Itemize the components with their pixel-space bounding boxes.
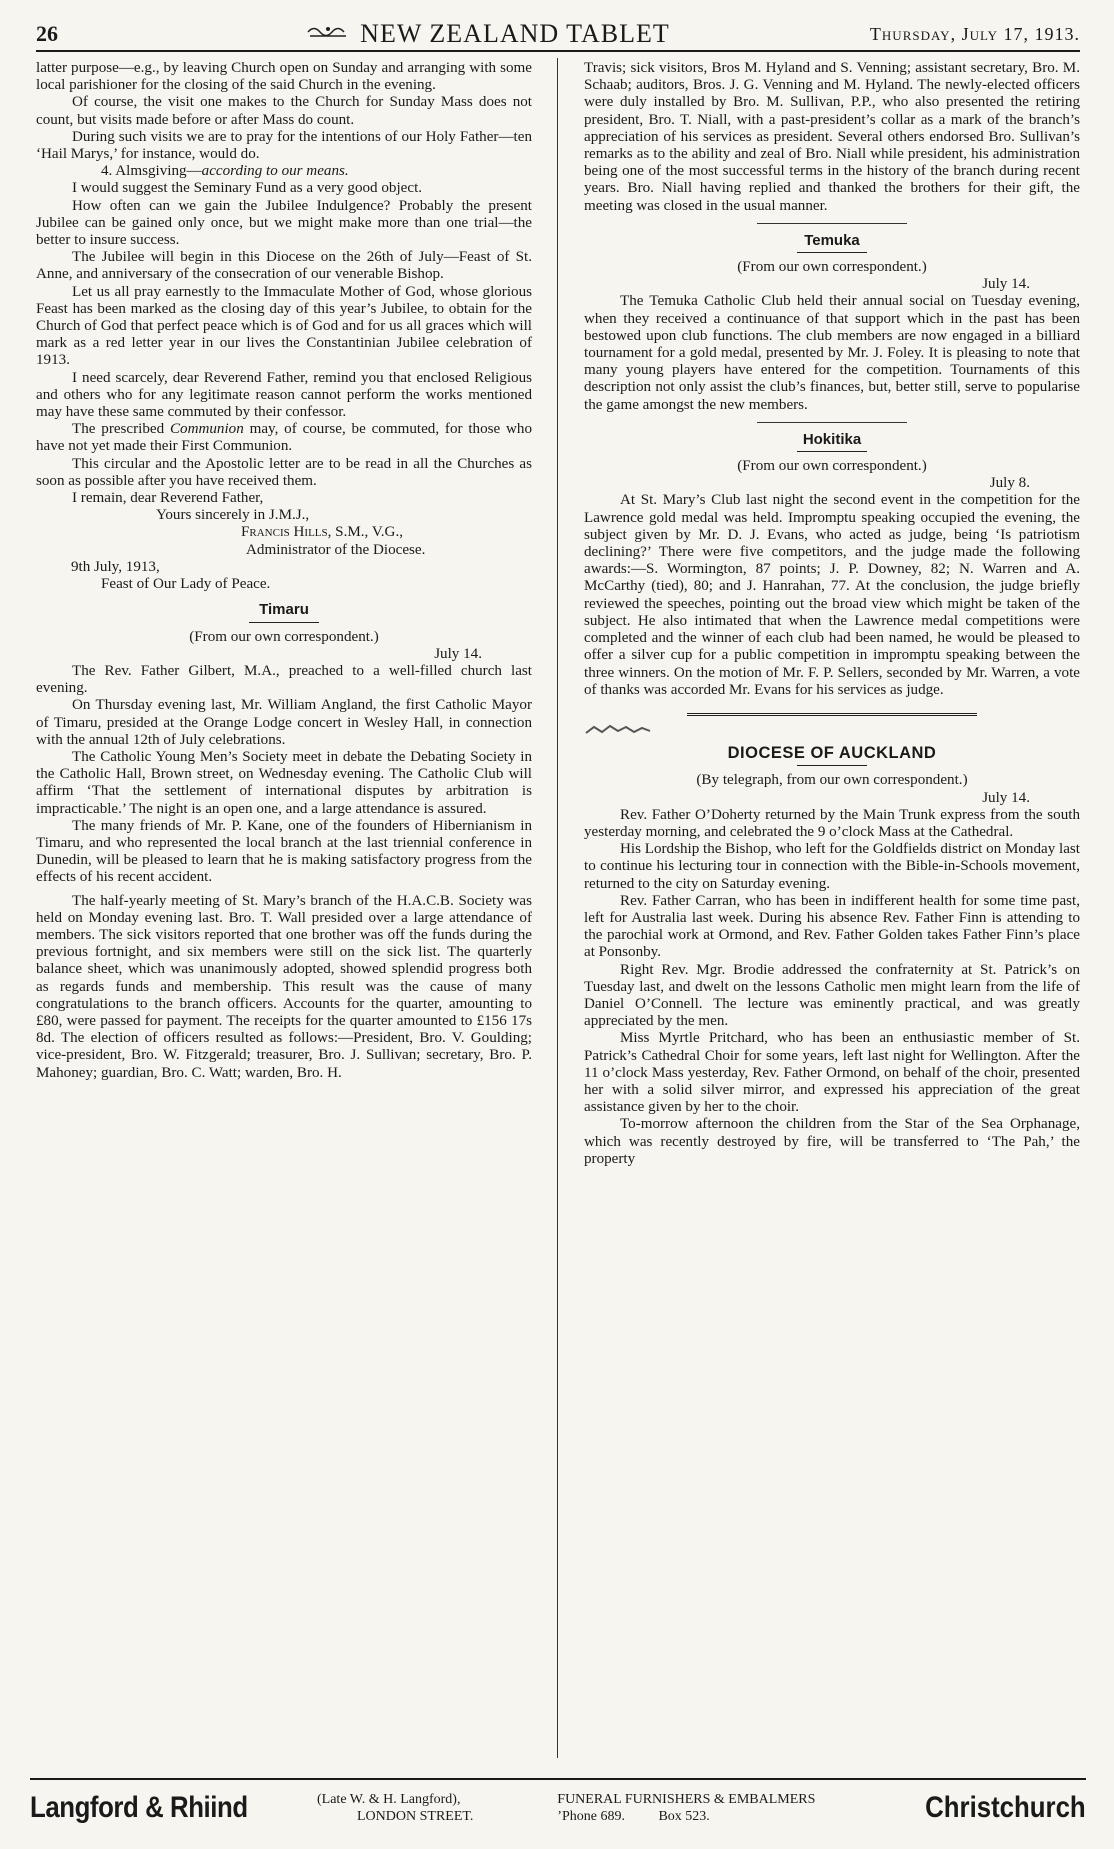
signature: Francis Hills, S.M., V.G., [241,524,403,541]
signatory-title: Administrator of the Diocese. [246,541,426,558]
correspondent-line: (From our own correspondent.) [737,458,927,475]
paragraph: Miss Myrtle Pritchard, who has been an enthusiastic member of St. Patrick’s Cathedral Choir for some years, left last night for Wellington. After the 11 o’clock Mass yesterday, Rev. Father Ormond, on behalf of the choir, presented her with a solid silver mirror, and expressed his appreciation of the great assistance given by her to the choir. [584,1030,1080,1116]
dateline: July 14. [982,276,1030,293]
dateline: July 14. [434,645,482,662]
firm-name: Langford & Rhiind [30,1791,248,1824]
paragraph: Right Rev. Mgr. Brodie addressed the confraternity at St. Patrick’s on Tuesday last, and dwelt on the lessons Catholic men might learn from the life of Daniel O’Connell. The lecture was eminently practical, and was greatly appreciated by the men. [584,961,1080,1030]
text-run: The prescribed [72,421,170,438]
section-rule [757,223,907,224]
communion-paragraph [36,421,532,455]
city-name: Christchurch [925,1791,1086,1824]
paragraph: The half-yearly meeting of St. Mary’s branch of the H.A.C.B. Society was held on Monday evening last. Bro. T. Wall presided over a large attendance of members. The sick visitors reported that one brother was off the funds during the previous fortnight, and six members were still on the sick list. The quarterly balance sheet, which was unanimously adopted, showed splendid progress both as regards funds and membership. This result was the cause of many congratulations to the branch officers. Accounts for the quarter, amounting to £80, were passed for payment. The receipts for the quarter amounted to £156 17s 8d. The election of officers resulted as follows:—President, Bro. V. Goulding; vice-president, Bro. W. Fitzgerald; treasurer, Bro. J. Sullivan; secretary, Bro. P. Mahoney; guardian, Bro. C. Watt; warden, Bro. H. [36,892,532,1081]
heading-rule [797,765,867,766]
masthead [36,18,1080,52]
almsgiving-item [36,163,532,180]
section-heading-hokitika: Hokitika [802,430,862,448]
yours-line: Yours sincerely in J.M.J., [156,507,310,524]
paragraph: latter purpose—e.g., by leaving Church open on Sunday and arranging with some local parishioner for the closing of the said Church in the evening. [36,60,532,94]
column-divider [557,58,558,1758]
paragraph: The Jubilee will begin in this Diocese on the 26th of July—Feast of St. Anne, and anniversary of the consecration of our venerable Bishop. [36,249,532,283]
section-double-rule [687,713,977,718]
text-run: may, of course, be commuted, for those who have not yet made their First Communion. [36,421,532,455]
paragraph: I would suggest the Seminary Fund as a very good object. [72,180,423,197]
newspaper-title: NEW ZEALAND TABLET [360,19,670,48]
correspondent-line: (From our own correspondent.) [737,259,927,276]
section-heading-temuka: Temuka [804,231,860,249]
firm-note-line: (Late W. & H. Langford), [317,1792,461,1807]
correspondent-line: (By telegraph, from our own correspondent.) [696,772,968,789]
paragraph: During such visits we are to pray for the intentions of our Holy Father—ten ‘Hail Marys,’ for instance, would do. [36,128,532,163]
paragraph: Let us all pray earnestly to the Immaculate Mother of God, whose glorious Feast has been marked as the closing day of this year’s Jubilee, to obtain for the Church of God that perfect peace which is of God and for us all graces which will mark as a red letter year in our lives the Constantinian Jubilee celebration of 1913. [36,283,532,369]
heading-rule [249,622,319,623]
right-column [584,60,1080,1168]
paragraph: Rev. Father O’Doherty returned by the Main Trunk express from the south yesterday morning, and celebrated the 9 o’clock Mass at the Cathedral. [584,806,1080,840]
heading-rule [797,451,867,452]
closing-line: I remain, dear Reverend Father, [72,490,264,507]
section-rule [757,422,907,423]
masthead-title-block [306,19,670,49]
heading-rule [797,252,867,253]
paragraph: The many friends of Mr. P. Kane, one of the founders of Hibernianism in Timaru, and who represented the local branch at the last triennial conference in Dunedin, will be pleased to learn that he is making satisfactory progress from the effects of his recent accident. [36,817,532,886]
paragraph: The Catholic Young Men’s Society meet in debate the Debating Society in the Catholic Hall, Brown street, on Wednesday evening. The Catholic Club will affirm ‘That the settlement of international disputes by arbitration is impracticable.’ The night is an open one, and a large attendance is assured. [36,748,532,817]
paragraph: To-morrow afternoon the children from the Star of the Sea Orphanage, which was recently destroyed by fire, will be transferred to ‘The Pah,’ the property [584,1116,1080,1167]
paragraph: Rev. Father Carran, who has been in indifferent health for some time past, left for Australia last week. During his absence Rev. Father Finn is attending to the parochial work at Ormond, and Rev. Father Golden takes Father Finn’s place at Ponsonby. [584,892,1080,961]
item-label: 4. Almsgiving— [101,163,202,180]
paragraph: Travis; sick visitors, Bros M. Hyland and S. Venning; assistant secretary, Bro. M. Schaab; auditors, Bros. J. G. Venning and M. Hyland. The newly-elected officers were duly installed by Bro. M. Sullivan, P.P., who also presented the retiring president, Bro. T. Niall, with a past-president’s collar as a mark of the branch’s appreciation of his services as president. Several others endorsed Bro. Sullivan’s remarks as to the ability and zeal of Bro. Niall while president, his administration being one of the most successful terms in the history of the branch during recent years. Bro. Niall having replied and thanked the brothers for their gift, the meeting was closed in the usual manner. [584,60,1080,214]
advertisement-footer [30,1778,1086,1836]
paragraph: The Temuka Catholic Club held their annual social on Tuesday evening, when they received a continuance of that support which in the past has been bestowed upon club functions. The club members are now engaged in a billiard tournament for a gold medal, presented by Mr. J. Foley. It is pleasing to note that many young players have entered for the competition. Tournaments of this description not only assist the club’s finances, but, better still, serve to popularise the game amongst the new members. [584,293,1080,413]
paragraph: Of course, the visit one makes to the Church for Sunday Mass does not count, but visits made before or after Mass do count. [36,94,532,128]
firm-service-block [557,1791,815,1825]
issue-date: Thursday, July 17, 1913. [869,23,1080,44]
correspondent-line: (From our own correspondent.) [189,628,379,645]
page-number: 26 [36,21,58,46]
paragraph: His Lordship the Bishop, who left for the Goldfields district on Monday last to continue his lecturing tour in connection with the Bible-in-Schools movement, returned to the city on Saturday evening. [584,841,1080,892]
item-text: according to our means. [201,163,349,180]
letter-date: 9th July, 1913, [71,558,160,575]
letter-feast: Feast of Our Lady of Peace. [101,576,271,593]
left-column [36,60,532,1082]
paragraph: This circular and the Apostolic letter are to be read in all the Churches as soon as possible after you have received them. [36,455,532,489]
firm-address [317,1791,473,1825]
section-heading-auckland: DIOCESE OF AUCKLAND [727,744,937,763]
paragraph: The Rev. Father Gilbert, M.A., preached to a well-filled church last evening. [36,662,532,697]
firm-street: LONDON STREET. [357,1809,474,1824]
paragraph: On Thursday evening last, Mr. William Angland, the first Catholic Mayor of Timaru, presided at the Orange Lodge concert in Wesley Hall, in connection with the annual 12th of July celebrations. [36,697,532,748]
paragraph: At St. Mary’s Club last night the second event in the competition for the Lawrence gold medal was held. Impromptu speaking occupied the evening, the subject given by Mr. D. J. Evans, who acted as judge, being ‘Is patriotism declining?’ There were five competitors, and the judge made the following awards:—S. Wormington, 87 points; J. P. Downey, 82; N. Warren and A. McCarthy (tied), 80; and J. Hanrahan, 77. At the conclusion, the judge briefly reviewed the speeches, pointing out the broad view which might be taken of the subject. He also intimated that when the Lawrence medal competitions were completed and the winner of each club had been named, he would be pleased to offer a silver cup for a public competition in impromptu speaking between the three winners. On the motion of Mr. F. P. Sellers, seconded by Mr. Warren, a vote of thanks was accorded Mr. Evans for his services as judge. [584,492,1080,698]
firm-box: Box 523. [658,1809,710,1824]
paragraph: How often can we gain the Jubilee Indulgence? Probably the present Jubilee can be gained only once, but we might make more than one trial—the better to insure success. [36,197,532,249]
section-heading-timaru: Timaru [259,601,309,619]
dateline: July 14. [982,789,1030,806]
printer-ornament-icon [584,723,654,737]
paragraph: I need scarcely, dear Reverend Father, remind you that enclosed Religious and others who for any legitimate reason cannot perform the works mentioned may have these same commuted by their confessor. [36,369,532,421]
ornament-icon [306,25,350,44]
firm-phone: ’Phone 689. [557,1809,625,1824]
emphasis: Communion [169,421,244,438]
dateline: July 8. [989,475,1030,492]
firm-service: FUNERAL FURNISHERS & EMBALMERS [557,1792,816,1807]
